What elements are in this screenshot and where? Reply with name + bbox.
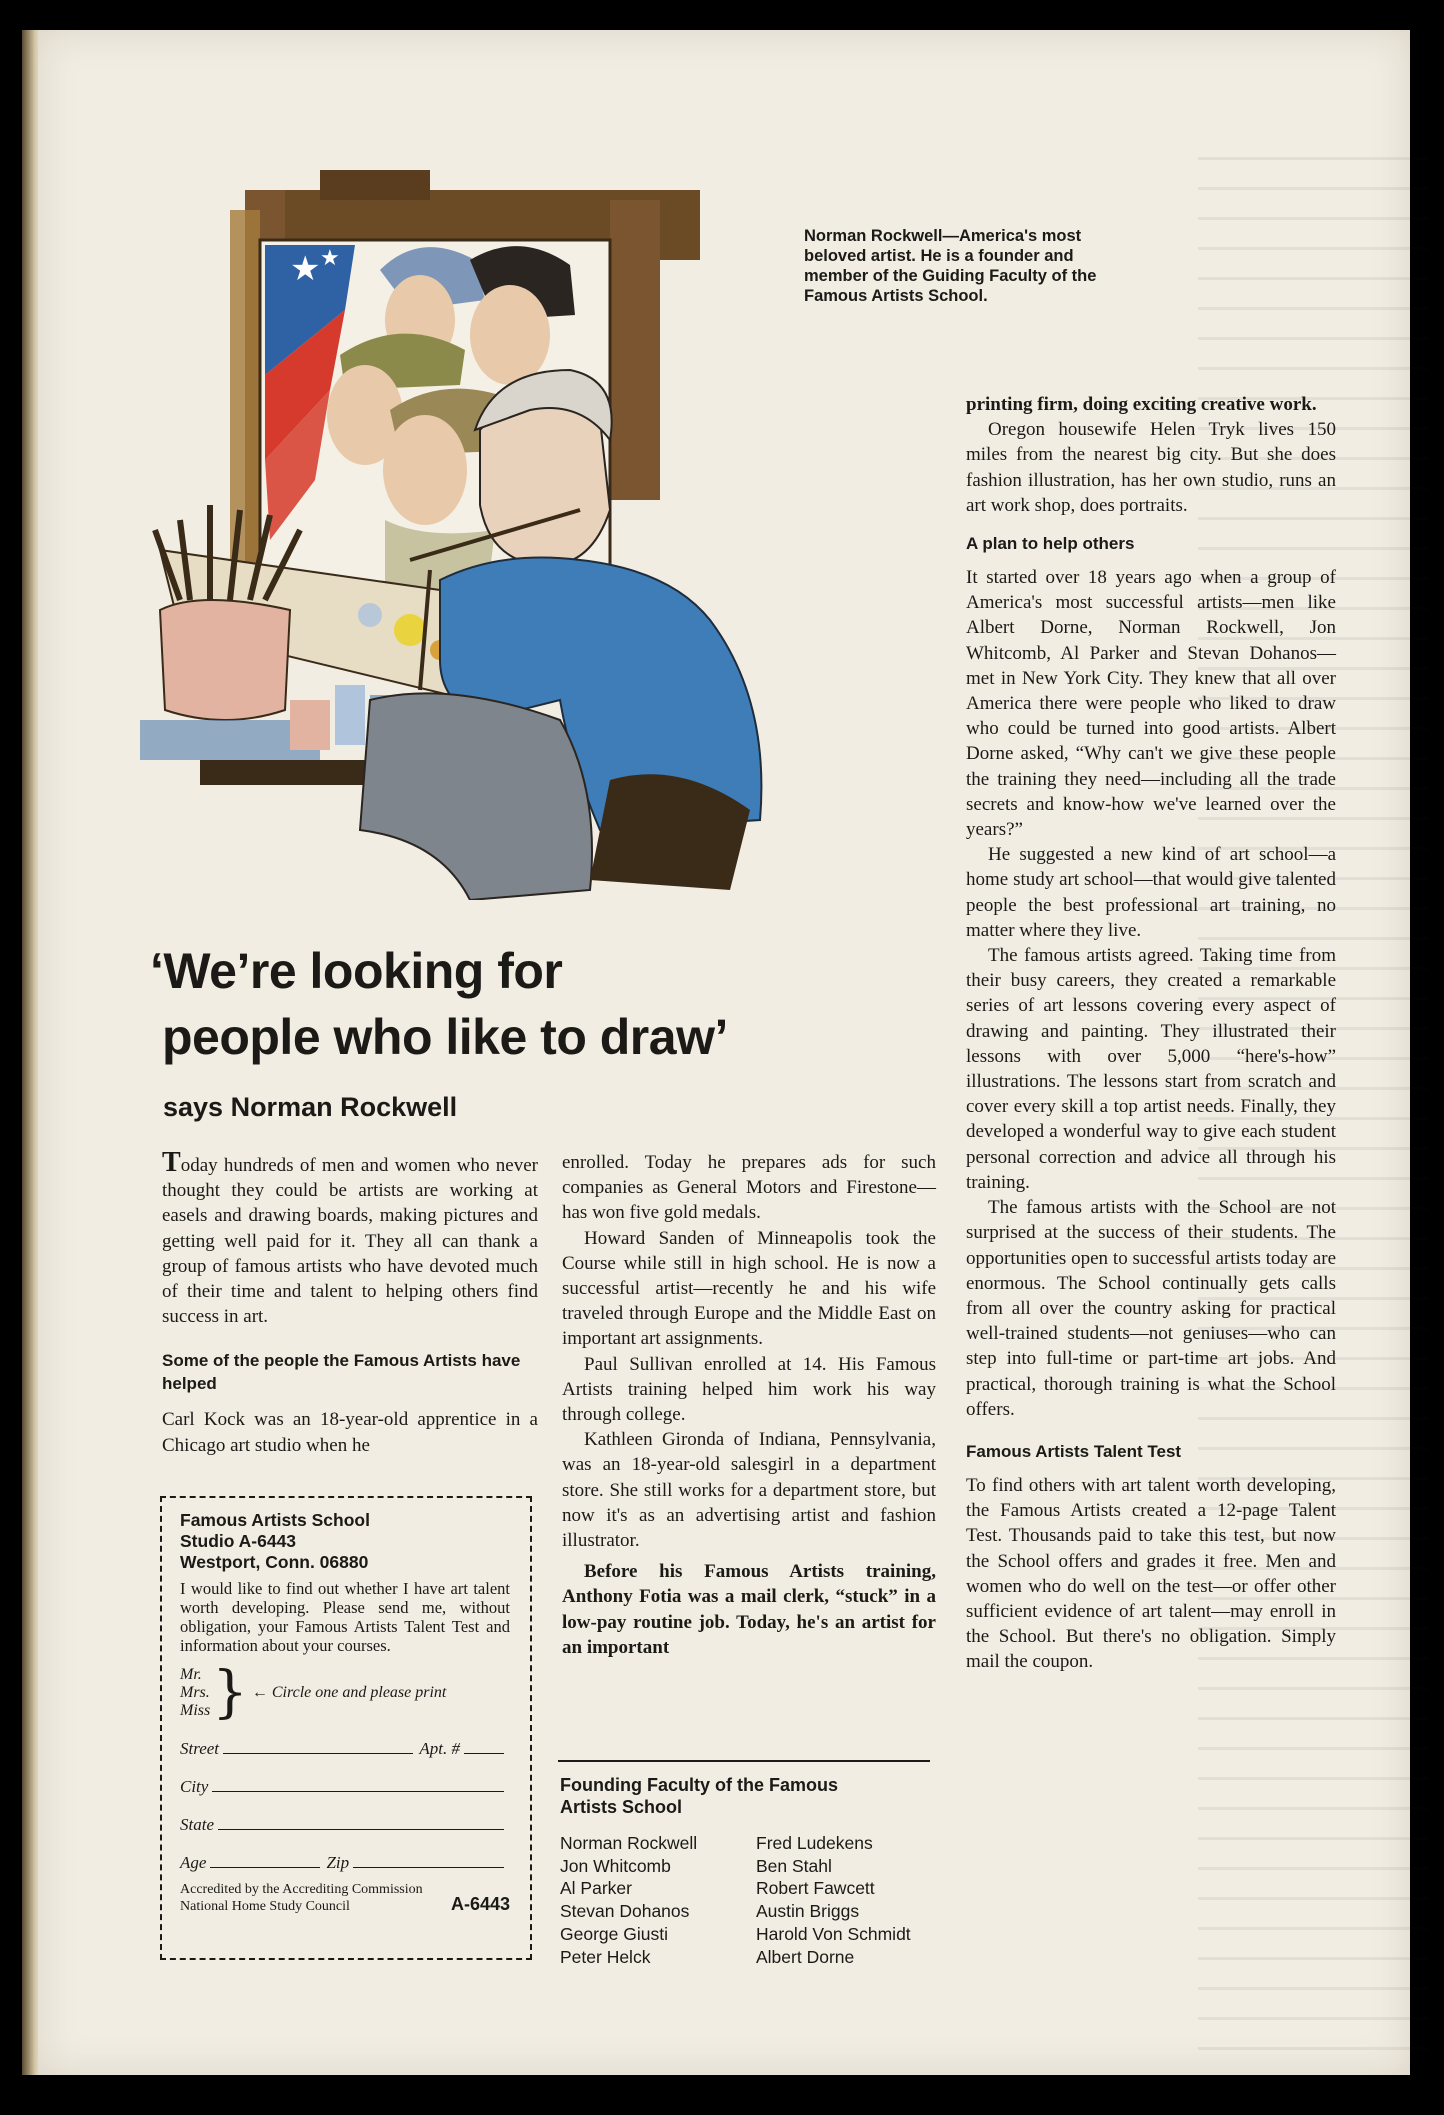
- paragraph-lessons: The famous artists agreed. Taking time from their busy careers, they created a remarkable series of art lessons covering every aspect of drawing and painting. They illustrated their lessons with over 5,000 “here's-how” illustrations. The lessons start from scratch and cover every skill a top artist needs. Finally, they developed a wonderful way to give each student personal correction and advice all through his training.: [966, 945, 1336, 1193]
- headline-line-1: ‘We’re looking for: [150, 943, 563, 999]
- paragraph-continued: enrolled. Today he prepares ads for such companies as General Motors and Firestone—has won five gold medals.: [562, 1152, 936, 1224]
- ad-headline: [150, 938, 870, 1070]
- faculty-name: George Giusti: [560, 1923, 668, 1944]
- paragraph-history: It started over 18 years ago when a group of America's most successful artists—men like Albert Dorne, Norman Rockwell, Jon Whitcomb, Al Parker and Stevan Dohanos—met in New York City. They knew that all over America there were people who liked to draw who could be turned into good artists. Albert Dorne asked, “Why can't we give these people the training they need—including all the trade secrets and know-how we've learned over the years?”: [966, 567, 1336, 841]
- state-field[interactable]: State: [180, 1797, 510, 1835]
- body-column-3: [966, 392, 1336, 1675]
- faculty-name: Norman Rockwell: [560, 1833, 698, 1853]
- faculty-name: Albert Dorne: [756, 1946, 855, 1967]
- body-column-2: [562, 1150, 936, 1660]
- faculty-list-left: [560, 1832, 750, 1968]
- body-column-1: [162, 1147, 538, 1458]
- apt-blank[interactable]: [464, 1753, 504, 1754]
- title-mrs[interactable]: Mrs.: [180, 1684, 210, 1701]
- section-heading-people-helped: Some of the people the Famous Artists have helped: [162, 1351, 521, 1394]
- headline-line-2: people who like to draw’: [162, 1009, 728, 1065]
- paragraph-anthony-fotia: Before his Famous Artists training, Anthony Fotia was a mail clerk, “stuck” in a low-pay routine job. Today, he's an artist for an important: [562, 1561, 936, 1658]
- ad-subhead: says Norman Rockwell: [163, 1092, 458, 1122]
- paragraph-carl-kock: Carl Kock was an 18-year-old apprentice in a Chicago art studio when he: [162, 1409, 538, 1456]
- title-miss[interactable]: Miss: [180, 1702, 211, 1719]
- street-blank[interactable]: [223, 1753, 413, 1754]
- svg-text:★: ★: [320, 245, 340, 270]
- paragraph-helen-tryk: Oregon housewife Helen Tryk lives 150 miles from the nearest big city. But she does fashion illustration, has her own studio, runs an art work shop, does portraits.: [966, 419, 1336, 516]
- coupon-code: A-6443: [450, 1894, 510, 1914]
- faculty-name: Fred Ludekens: [756, 1833, 873, 1853]
- faculty-name: Austin Briggs: [756, 1901, 860, 1922]
- paragraph-home-study: He suggested a new kind of art school—a home study art school—that would give talented people the best professional art training, no matter where they live.: [966, 844, 1336, 941]
- age-zip-field[interactable]: Age Zip: [180, 1835, 510, 1873]
- paragraph-opportunities: The famous artists with the School are not surprised at the success of their students. The opportunities open to successful artists today are enormous. The School continually gets calls from all over the country asking for practical well-trained students—not geniuses—who can step into full-time or part-time art jobs. And practical, thorough training is what the School offers.: [966, 1197, 1336, 1420]
- paragraph-kathleen-gironda: Kathleen Gironda of Indiana, Pennsylvania, was an 18-year-old salesgirl in a department store. She still works for a department store, but now it's as an advertising artist and fashion illustrator.: [562, 1429, 936, 1552]
- svg-text:★: ★: [290, 251, 321, 288]
- state-blank[interactable]: [218, 1829, 504, 1830]
- faculty-name: Jon Whitcomb: [560, 1855, 671, 1876]
- faculty-name: Robert Fawcett: [756, 1878, 875, 1899]
- city-blank[interactable]: [212, 1791, 504, 1792]
- faculty-heading: Founding Faculty of the Famous Artists School: [560, 1775, 838, 1817]
- intro-paragraph: Today hundreds of men and women who never thought they could be artists are working at easels and drawing boards, making pictures and getting well paid for it. They all can thank a group of famous artists who have devoted much of their time and talent to helping others find success in art.: [162, 1147, 538, 1328]
- faculty-divider: [558, 1760, 930, 1762]
- faculty-name: Al Parker: [560, 1878, 632, 1899]
- zip-blank[interactable]: [353, 1867, 504, 1868]
- street-field[interactable]: Street Apt. #: [180, 1721, 510, 1759]
- faculty-name: Harold Von Schmidt: [756, 1923, 911, 1944]
- faculty-name: Peter Helck: [560, 1946, 651, 1967]
- illustration-caption: Norman Rockwell—America's most beloved artist. He is a founder and member of the Guiding Faculty of the Famous Artists School.: [804, 227, 1097, 305]
- coupon-footer: [180, 1881, 510, 1915]
- age-blank[interactable]: [210, 1867, 320, 1868]
- mail-in-coupon[interactable]: [160, 1496, 532, 1960]
- paragraph-talent-test: To find others with art talent worth developing, the Famous Artists created a 12-page Talent Test. Thousands paid to take this test, but now the School offers and grades it free. Men and women who do well on the test—or offer other sufficient evidence of art talent—may enroll in the School. But there's no obligation. Simply mail the coupon.: [966, 1474, 1336, 1673]
- faculty-name: Stevan Dohanos: [560, 1901, 690, 1922]
- brace-glyph: }: [212, 1660, 248, 1725]
- city-field[interactable]: City: [180, 1759, 510, 1797]
- rockwell-painting-illustration: [140, 160, 900, 900]
- circle-instruction: ← Circle one and please print: [251, 1684, 447, 1701]
- coupon-request-text: I would like to find out whether I have art talent worth developing. Please send me, without obligation, your Famous Artists Talent Test and information about your courses.: [180, 1579, 510, 1655]
- section-heading-talent-test: Famous Artists Talent Test: [966, 1441, 1182, 1461]
- accreditation-note: Accredited by the Accrediting Commission National Home Study Council: [180, 1882, 423, 1914]
- title-selector[interactable]: [180, 1660, 510, 1725]
- paragraph-paul-sullivan: Paul Sullivan enrolled at 14. His Famous Artists training helped him work his way through college.: [562, 1353, 936, 1426]
- paragraph-continued-printing: printing firm, doing exciting creative work.: [966, 394, 1317, 415]
- paragraph-howard-sanden: Howard Sanden of Minneapolis took the Course while still in high school. He is now a successful artist—recently he and his wife traveled through Europe and the Middle East on important art assignments.: [562, 1227, 936, 1350]
- faculty-list-right: [756, 1832, 956, 1968]
- faculty-name: Ben Stahl: [756, 1855, 832, 1876]
- section-heading-plan: A plan to help others: [966, 534, 1135, 554]
- drop-cap: T: [162, 1147, 181, 1178]
- coupon-address: Famous Artists School Studio A-6443 Westport, Conn. 06880: [180, 1510, 370, 1572]
- title-mr[interactable]: Mr.: [180, 1666, 202, 1683]
